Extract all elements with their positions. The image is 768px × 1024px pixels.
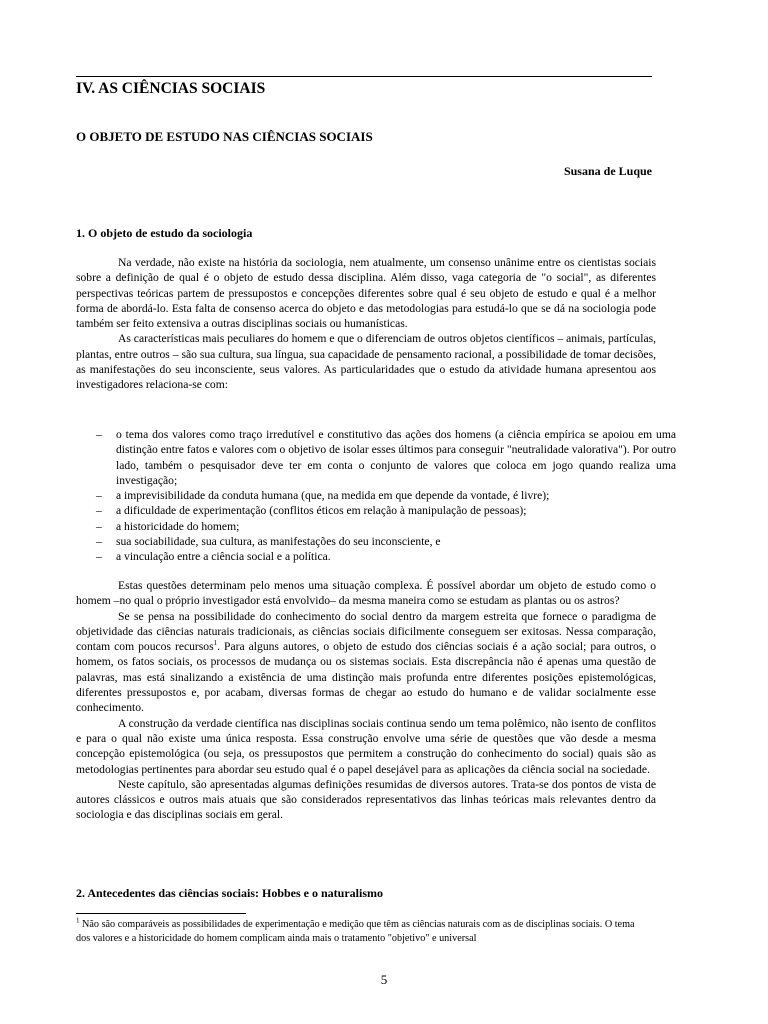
footnote [76, 918, 636, 945]
paragraph: A construção da verdade científica nas disciplinas sociais continua sendo um tema polêmico, não isento de conflitos e para o qual não existe uma única resposta. Essa construção envolve uma série de questões que vão desde a mesma concepção epistemológica (ou seja, os pressupostos que permitem a construção do conhecimento do social) quais são as metodologias pertinentes para abordar seu estudo qual é o papel desejável para as aplicações da ciência social na sociedade. [76, 716, 656, 776]
paragraph: Estas questões determinam pelo menos uma situação complexa. É possível abordar um objeto de estudo como o homem –no qual o próprio investigador está envolvido– da mesma maneira como se estudam as plantas ou os astros? [76, 579, 656, 608]
paragraph: Neste capítulo, são apresentadas algumas definições resumidas de diversos autores. Trata-se dos pontos de vista de autores clássicos e outros mais atuais que são considerados representativos das linhas teóricas mais relevantes dentro da sociologia e das disciplinas sociais em geral. [76, 777, 656, 822]
paragraph-text: Se se pensa na possibilidade do conhecimento do social dentro da margem estreita que fornece o paradigma de objetividade das ciências naturais tradicionais, as ciências sociais dificilmente conseguem ser exitosas. Nessa comparação, contam com poucos recursos [76, 609, 656, 654]
section-2-heading: 2. Antecedentes das ciências sociais: Hobbes e o naturalismo [76, 886, 383, 900]
paragraph-text: . Para alguns autores, o objeto de estudo dos ciências sociais é a ação social; para outros, o homem, os fatos sociais, os processos de mudança ou os sistemas sociais. Esta discrepância não é apenas uma questão de palavras, mas está sinalizando a existência de uma distinção mais profunda entre diferentes posições epistemológicas, diferentes pressupostos e, por acabam, diversas formas de chegar ao estudo do humano e de validar socialmente esse conhecimento. [76, 640, 656, 715]
chapter-title: IV. AS CIÊNCIAS SOCIAIS [76, 80, 266, 97]
list-item: – a imprevisibilidade da conduta humana (que, na medida em que depende da vontade, é livre); [76, 488, 766, 503]
article-title: O OBJETO DE ESTUDO NAS CIÊNCIAS SOCIAIS [76, 129, 373, 144]
paragraph [76, 609, 656, 716]
footnote-reference: 1 [213, 639, 218, 648]
paragraph: As características mais peculiares do homem e que o diferenciam de outros objetos científicos – animais, partículas, plantas, entre outros – são sua cultura, sua língua, sua capacidade de pensamento racional, a possibilidade de tomar decisões, as manifestações do seu inconsciente, seus valores. As particularidades que o estudo da atividade humana apresentou aos investigadores relaciona-se com: [76, 332, 656, 392]
particularities-list [76, 427, 766, 565]
main-text [76, 578, 656, 823]
intro-text [76, 255, 656, 393]
footnote-marker: 1 [76, 916, 80, 925]
page-number: 5 [380, 972, 388, 987]
list-item: – a vinculação entre a ciência social e a política. [76, 549, 766, 564]
section-1-heading: 1. O objeto de estudo da sociologia [76, 226, 253, 240]
header-rule [76, 76, 652, 77]
list-item: – o tema dos valores como traço irredutível e constitutivo das ações dos homens (a ciência empírica se apoiou em uma distinção entre fatos e valores com o objetivo de isolar esses últimos para conseguir "neutralidade valorativa"). Por outro lado, também o pesquisador deve ter em conta o conjunto de valores que coloca em jogo quando realiza uma investigação; [76, 427, 676, 488]
footnote-text: Não são comparáveis as possibilidades de experimentação e medição que têm as ciências naturais com as de disciplinas sociais. O tema dos valores e a historicidade do homem complicam ainda mais o tratamento "objetivo" e universal [76, 919, 635, 944]
list-item: – sua sociabilidade, sua cultura, as manifestações do seu inconsciente, e [76, 534, 766, 549]
list-item: – a historicidade do homem; [76, 519, 766, 534]
author-name: Susana de Luque [563, 164, 652, 178]
paragraph: Na verdade, não existe na história da sociologia, nem atualmente, um consenso unânime entre os cientistas sociais sobre a definição de qual é o objeto de estudo dessa disciplina. Além disso, vaga categoria de "o social", as diferentes perspectivas teóricas partem de pressupostos e concepções diferentes sobre qual é seu objeto de estudo e qual é a melhor forma de abordá-lo. Esta falta de consenso acerca do objeto e das metodologias para estudá-lo que se dá na sociologia pode também ser feito extensiva a outras disciplinas sociais ou humanísticas. [76, 256, 656, 331]
footnote-rule [76, 913, 246, 914]
list-item: – a dificuldade de experimentação (conflitos éticos em relação à manipulação de pessoas); [76, 503, 766, 518]
